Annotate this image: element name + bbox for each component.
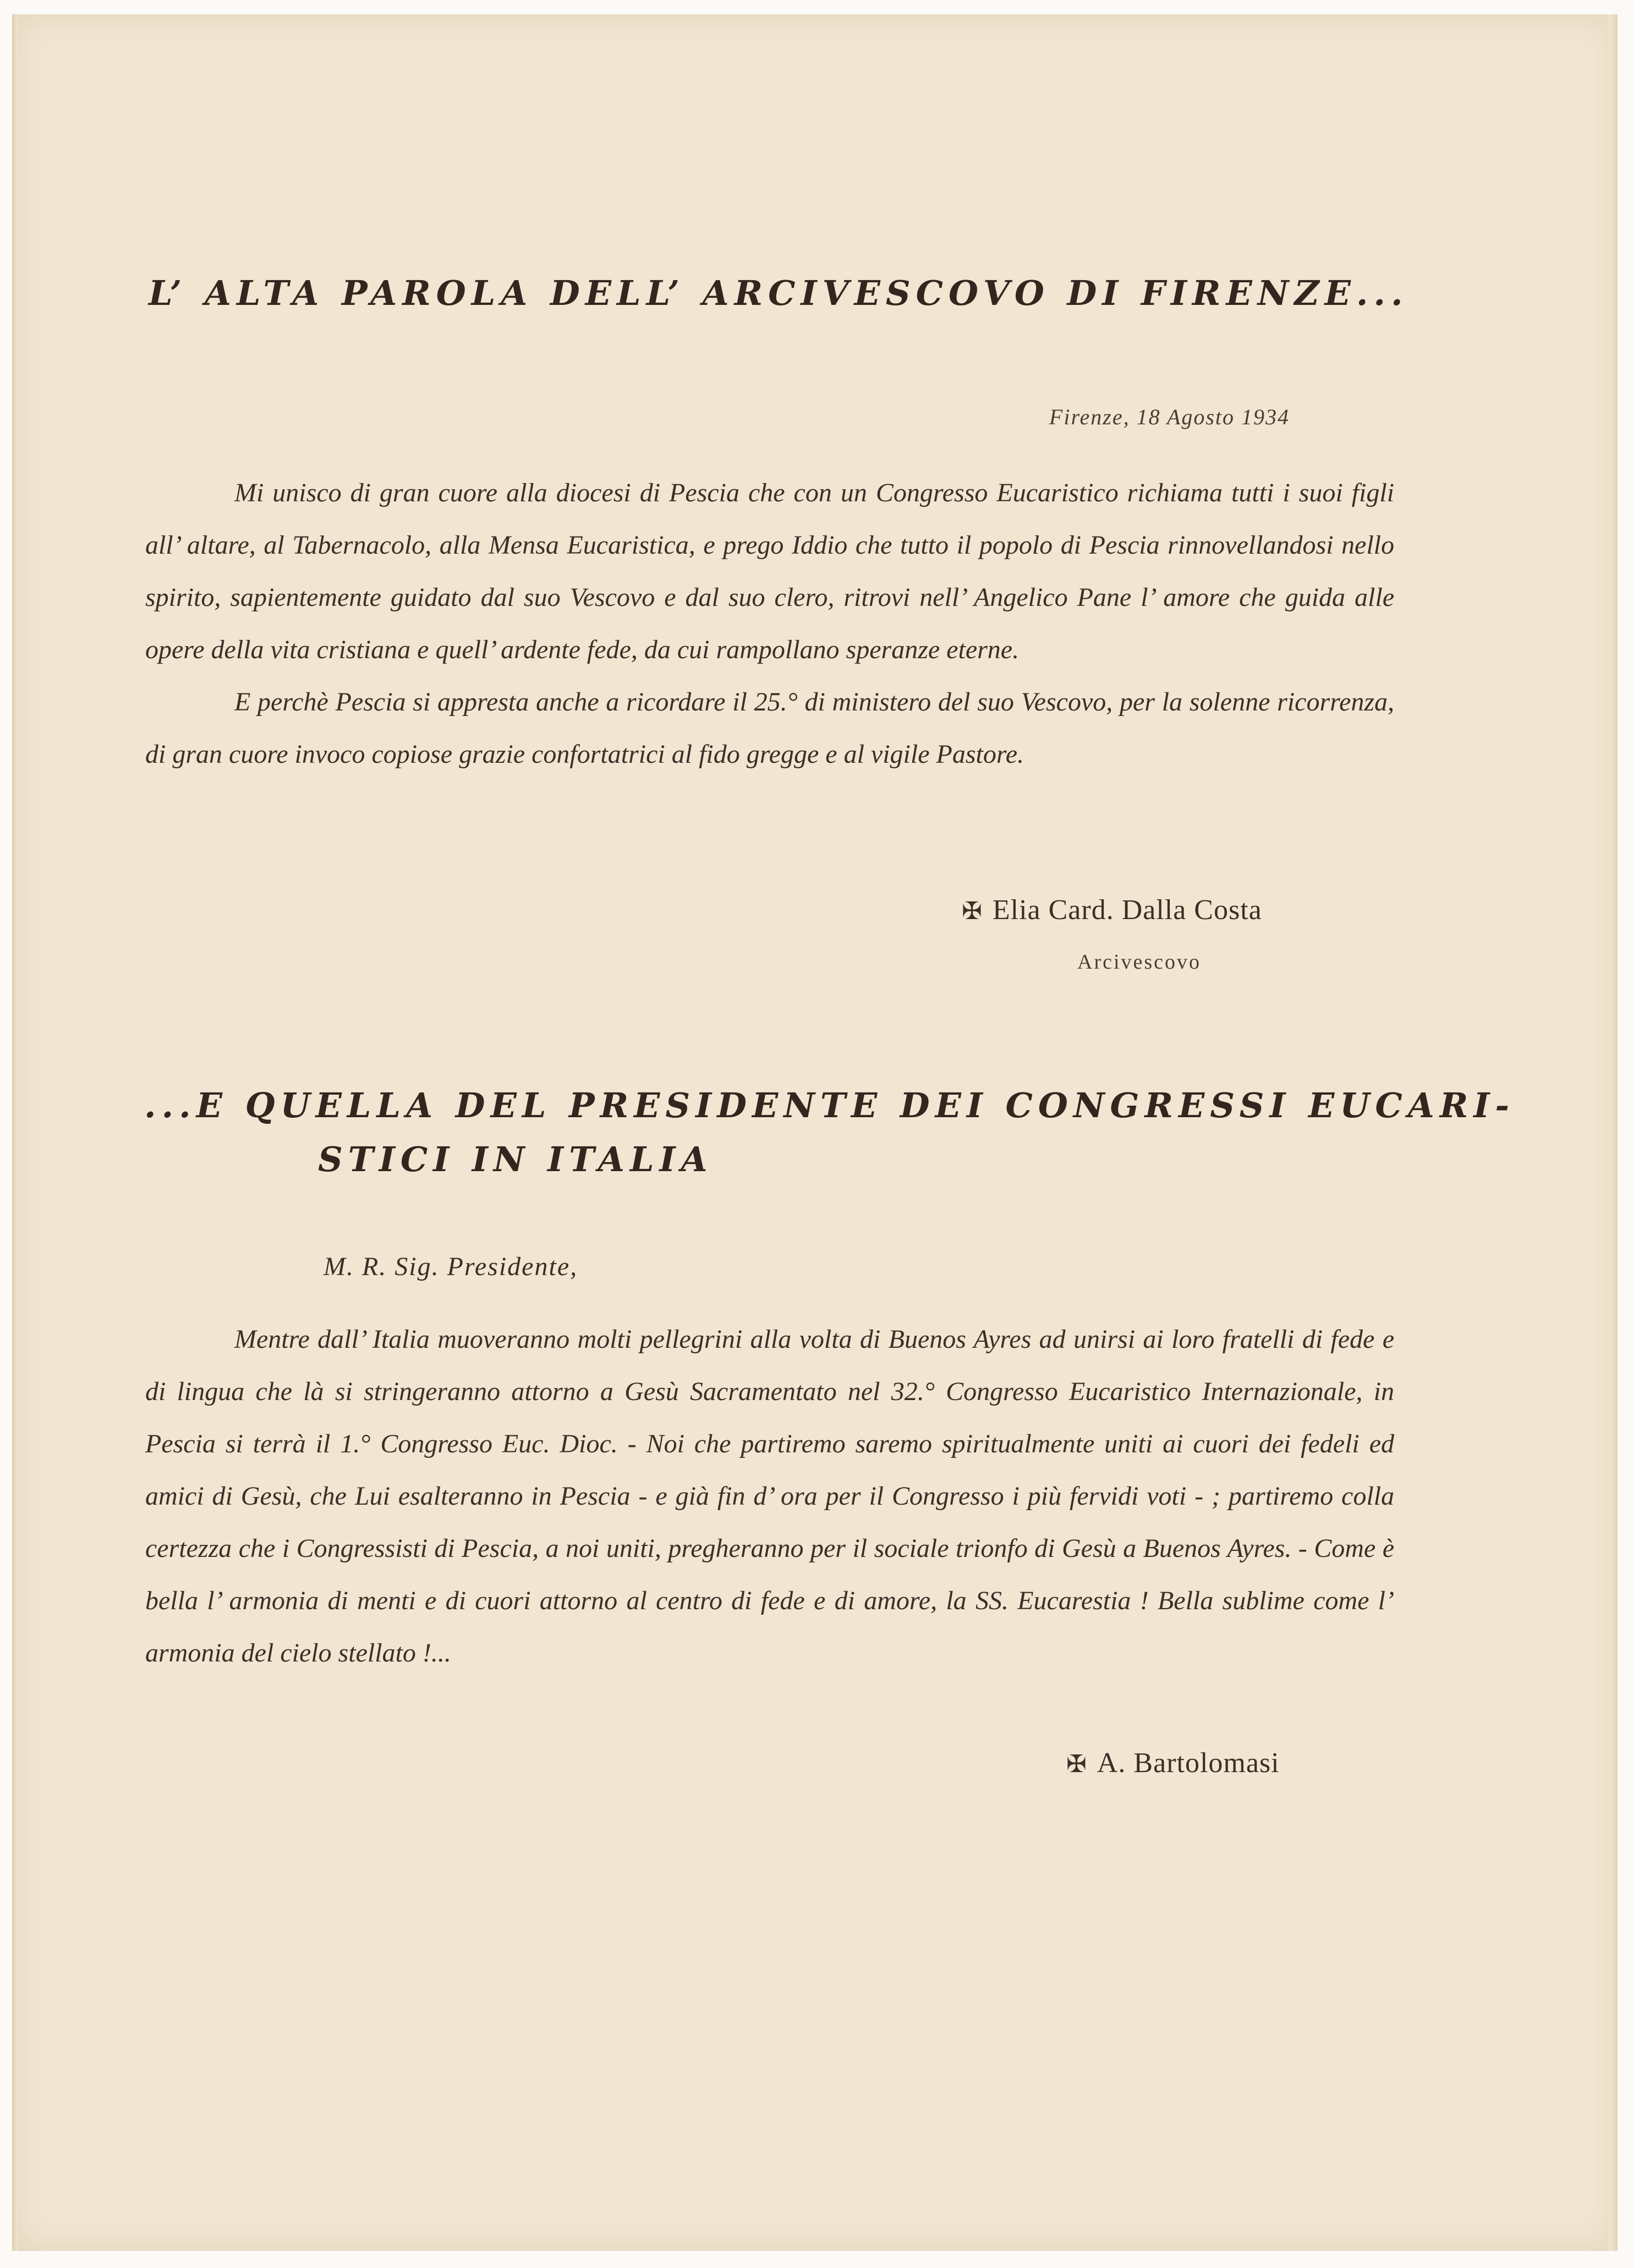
- section1-signature: [962, 894, 1262, 926]
- page-edge-shadow: [1609, 14, 1618, 2251]
- section2-title-line2: STICI IN ITALIA: [318, 1139, 713, 1179]
- section1-paragraph: Mi unisco di gran cuore alla diocesi di Pescia che con un Congresso Eucaristico richiama tutti i suoi figli all’ altare, al Tabernacolo, alla Mensa Eucaristica, e prego Iddio che tutto il popolo di Pescia rinnovellandosi nello spirito, sapientemente guidato dal suo Vescovo e dal suo clero, ritrovi nell’ Angelico Pane l’ amore che guida alle opere della vita cristiana e quell’ ardente fede, da cui rampollano speranze eterne.: [145, 478, 1394, 664]
- document-page: [12, 14, 1618, 2251]
- signature-title: Arcivescovo: [1077, 950, 1202, 974]
- signature-name: A. Bartolomasi: [1097, 1747, 1280, 1779]
- section1-paragraph: E perchè Pescia si appresta anche a ricordare il 25.° di ministero del suo Vescovo, per la solenne ricorrenza, di gran cuore invoco copiose grazie confortatrici al fido gregge e al vigile Pastore.: [145, 687, 1394, 769]
- page-fold-shadow: [12, 14, 18, 2251]
- cross-icon: ✠: [1066, 1751, 1087, 1778]
- salutation: M. R. Sig. Presidente,: [324, 1252, 578, 1281]
- dateline: Firenze, 18 Agosto 1934: [1049, 405, 1290, 429]
- section1-title: L’ ALTA PAROLA DELL’ ARCIVESCOVO DI FIRENZE...: [149, 273, 1409, 313]
- section2-signature: [1066, 1747, 1280, 1779]
- section2-title-line1: ...E QUELLA DEL PRESIDENTE DEI CONGRESSI EUCARI-: [144, 1085, 1515, 1125]
- signature-name: Elia Card. Dalla Costa: [992, 894, 1262, 926]
- section2-body: [145, 1313, 1394, 1679]
- section2-paragraph: Mentre dall’ Italia muoveranno molti pellegrini alla volta di Buenos Ayres ad unirsi ai loro fratelli di fede e di lingua che là si stringeranno attorno a Gesù Sacramentato nel 32.° Congresso Eucaristico Internazionale, in Pescia si terrà il 1.° Congresso Euc. Dioc. - Noi che partiremo saremo spiritualmente uniti ai cuori dei fedeli ed amici di Gesù, che Lui esalteranno in Pescia - e già fin d’ ora per il Congresso i più fervidi voti - ; partiremo colla certezza che i Congressisti di Pescia, a noi uniti, pregheranno per il sociale trionfo di Gesù a Buenos Ayres. - Come è bella l’ armonia di menti e di cuori attorno al centro di fede e di amore, la SS. Eucarestia ! Bella sublime come l’ armonia del cielo stellato !...: [145, 1325, 1394, 1668]
- cross-icon: ✠: [962, 898, 983, 925]
- section1-body: [145, 467, 1394, 780]
